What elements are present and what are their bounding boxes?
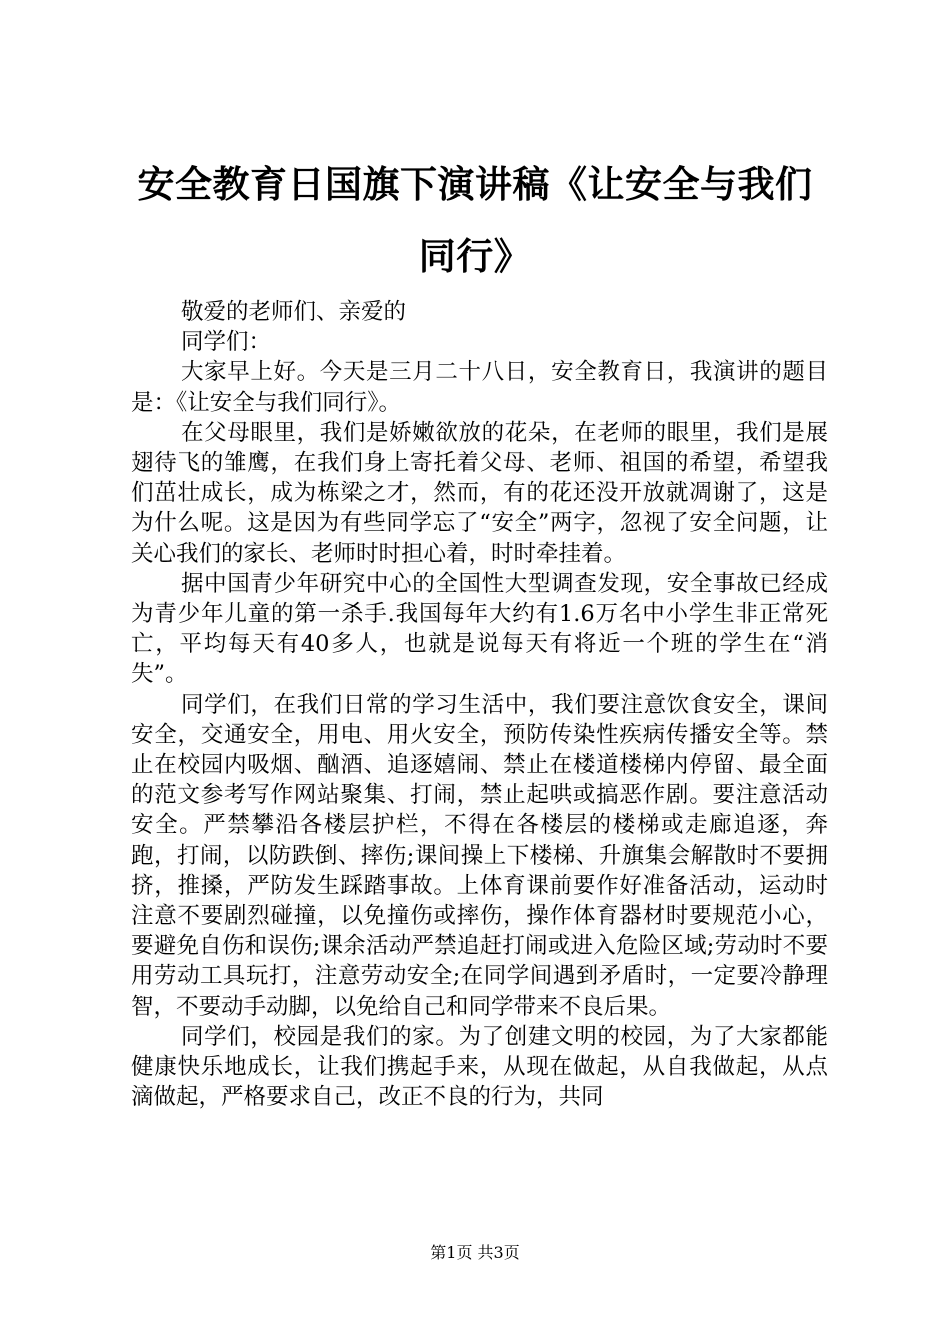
document-title: 安全教育日国旗下演讲稿《让安全与我们同行》 xyxy=(137,162,813,278)
paragraph: 同学们，在我们日常的学习生活中，我们要注意饮食安全，课间安全，交通安全，用电、用火安全，预防传染性疾病传播安全等。禁止在校园内吸烟、酗酒、追逐嬉闹、禁止在楼道楼梯内停留、最全面的范文参考写作网站聚集、打闹，禁止起哄或搞恶作剧。要注意活动安全。严禁攀沿各楼层护栏，不得在各楼层的楼梯或走廊追逐，奔跑，打闹，以防跌倒、摔伤;课间操上下楼梯、升旗集会解散时不要拥挤，推搡，严防发生踩踏事故。上体育课前要作好准备活动，运动时注意不要剧烈碰撞，以免撞伤或摔伤，操作体育器材时要规范小心，要避免自伤和误伤;课余活动严禁追赶打闹或进入危险区域;劳动时不要用劳动工具玩打，注意劳动安全;在同学间遇到矛盾时，一定要冷静理智，不要动手动脚，以免给自己和同学带来不良后果。 xyxy=(131,691,828,1020)
paragraph: 同学们，校园是我们的家。为了创建文明的校园，为了大家都能健康快乐地成长，让我们携起手来，从现在做起，从自我做起，从点滴做起，严格要求自己，改正不良的行为，共同 xyxy=(131,1023,828,1111)
salutation-line-2: 同学们： xyxy=(181,329,272,356)
document-body xyxy=(131,297,828,1112)
page-footer: 第1页 共3页 xyxy=(430,1243,520,1262)
paragraph: 大家早上好。今天是三月二十八日，安全教育日，我演讲的题目是：《让安全与我们同行》。 xyxy=(131,359,828,416)
paragraph: 据中国青少年研究中心的全国性大型调查发现，安全事故已经成为青少年儿童的第一杀手.我国每年大约有1.6万名中小学生非正常死亡，平均每天有40多人，也就是说每天有将近一个班的学生在“消失”。 xyxy=(131,570,828,688)
paragraph: 在父母眼里，我们是娇嫩欲放的花朵，在老师的眼里，我们是展翅待飞的雏鹰，在我们身上寄托着父母、老师、祖国的希望，希望我们茁壮成长，成为栋梁之才，然而，有的花还没开放就凋谢了，这是为什么呢。这是因为有些同学忘了“安全”两字，忽视了安全问题，让关心我们的家长、老师时时担心着，时时牵挂着。 xyxy=(131,419,828,567)
salutation-line-1: 敬爱的老师们、亲爱的 xyxy=(181,299,407,325)
